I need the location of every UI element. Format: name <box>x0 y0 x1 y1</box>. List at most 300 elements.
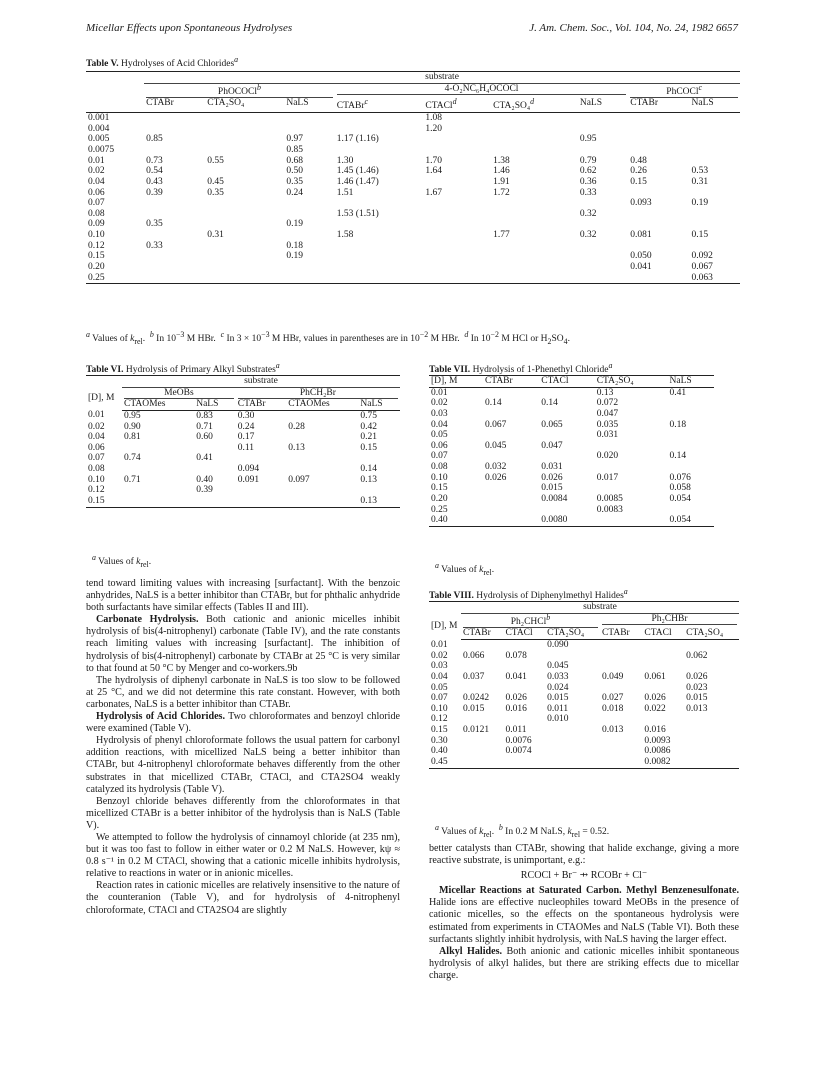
table-cell <box>628 188 689 199</box>
table-6-row-header: [D], M <box>88 393 115 404</box>
table-cell: 0.035 <box>596 419 619 430</box>
table-cell <box>668 462 715 473</box>
table-6 <box>86 375 400 508</box>
row-label-cell: 0.15 <box>431 725 448 736</box>
row-label-cell: 0.02 <box>431 650 448 661</box>
table-row <box>86 262 740 273</box>
table-cell: 0.13 <box>596 387 614 398</box>
table-cell <box>423 145 491 156</box>
table-row <box>429 736 739 747</box>
table-cell <box>578 273 628 284</box>
table-cell: 0.066 <box>463 650 485 661</box>
row-label-cell: 0.01 <box>88 155 105 166</box>
row-label-cell: 0.08 <box>88 208 105 219</box>
table-row <box>86 496 400 507</box>
table-cell: 0.31 <box>207 230 224 241</box>
table-cell: 1.08 <box>425 113 442 124</box>
table-cell: 1.53 (1.51) <box>336 208 379 219</box>
table-row <box>429 757 739 768</box>
table-row <box>86 156 740 167</box>
column-header: CTA₂SO₄ <box>205 98 284 112</box>
row-label-cell: 0.06 <box>431 440 448 451</box>
table-cell <box>461 736 503 747</box>
table-cell: 0.054 <box>669 493 691 504</box>
table-cell: 0.15 <box>630 176 647 187</box>
table-cell: 0.95 <box>124 410 141 421</box>
table-cell <box>690 219 741 230</box>
table-cell: 0.081 <box>630 230 652 241</box>
table-cell <box>205 134 284 145</box>
table-cell <box>578 241 628 252</box>
table-cell: 0.71 <box>196 421 213 432</box>
table-row <box>429 451 714 462</box>
row-label-cell: 0.45 <box>429 757 461 768</box>
table-cell: 0.73 <box>146 155 163 166</box>
row-label-cell: 0.05 <box>431 430 448 441</box>
row-label-cell: 0.03 <box>431 408 448 419</box>
table-cell: 0.74 <box>124 453 141 464</box>
paragraph: tend toward limiting values with increasing [surfactant]. With the benzoic anhydrides, NaLS is a better inhibitor than CTABr, but for phthalic anhydride both surfactants have similar effects (Tables II and III). <box>86 578 400 614</box>
table-cell <box>483 409 539 420</box>
table-row <box>429 430 714 441</box>
table-cell: 0.95 <box>579 134 597 145</box>
table-row <box>429 661 739 672</box>
table-cell: 0.0085 <box>596 493 623 504</box>
row-label-cell: 0.02 <box>88 166 105 177</box>
table-cell <box>335 113 424 124</box>
table-cell <box>578 251 628 262</box>
table-cell <box>144 251 205 262</box>
column-header: CTABr <box>628 98 689 112</box>
table-cell <box>503 714 545 725</box>
column-header: CTA₂SO₄ <box>545 628 600 639</box>
table-row <box>429 420 714 431</box>
row-label-cell: 0.15 <box>86 496 122 507</box>
table-row <box>86 113 740 124</box>
table-cell: 0.090 <box>547 640 569 651</box>
table-row <box>429 683 739 694</box>
table-cell <box>578 219 628 230</box>
table-row <box>86 273 740 284</box>
table-8-row-header: [D], M <box>431 621 458 632</box>
table-cell: 0.97 <box>286 134 303 145</box>
row-label-cell: 0.001 <box>88 113 110 124</box>
column-header: NaLS <box>668 376 715 388</box>
table-cell <box>284 198 334 209</box>
table-5-caption: Table V. Hydrolyses of Acid Chlorides$^a$ <box>86 55 239 70</box>
table-cell: 0.062 <box>686 650 708 661</box>
table-5-sub-phococl: PhOCOCl$^b$ <box>146 84 333 99</box>
table-cell <box>491 113 578 124</box>
table-cell: 0.047 <box>541 440 563 451</box>
row-label-cell: 0.06 <box>88 442 105 453</box>
table-cell: 0.14 <box>541 398 558 409</box>
table-6-footnote: $^a$ Values of $k_{rel}$. <box>92 553 152 570</box>
table-cell: 0.032 <box>484 462 507 472</box>
table-cell <box>286 410 358 421</box>
table-cell <box>335 145 424 156</box>
table-cell: 0.037 <box>463 671 485 682</box>
table-cell: 0.076 <box>669 472 691 483</box>
table-cell: 0.85 <box>146 134 163 145</box>
table-cell <box>144 209 205 220</box>
table-row <box>86 209 740 220</box>
table-cell: 0.041 <box>630 261 652 272</box>
table-cell: 0.058 <box>669 483 691 494</box>
row-label-cell: 0.07 <box>431 451 448 462</box>
table-cell <box>690 188 741 199</box>
table-cell <box>461 683 503 694</box>
table-cell <box>423 219 491 230</box>
table-cell <box>236 485 286 496</box>
table-cell: 0.026 <box>484 472 507 483</box>
table-cell <box>690 134 741 145</box>
row-label-cell: 0.08 <box>431 462 448 472</box>
table-cell: 0.48 <box>630 155 647 166</box>
table-row <box>86 177 740 188</box>
table-cell: 0.35 <box>207 187 224 198</box>
row-label-cell: 0.04 <box>431 671 448 682</box>
table-cell: 1.20 <box>425 123 442 134</box>
table-cell <box>600 683 642 694</box>
table-cell: 0.14 <box>484 398 502 409</box>
table-row <box>429 398 714 409</box>
table-cell <box>668 409 715 420</box>
table-row <box>86 422 400 433</box>
row-label-cell: 0.04 <box>88 176 105 187</box>
table-cell: 0.17 <box>237 432 255 443</box>
table-row <box>429 693 739 704</box>
table-cell <box>205 209 284 220</box>
table-cell <box>205 198 284 209</box>
table-row <box>429 409 714 420</box>
table-cell: 0.092 <box>691 251 713 262</box>
table-row <box>429 714 739 725</box>
table-cell: 0.018 <box>601 703 624 714</box>
table-cell: 0.063 <box>690 273 741 284</box>
table-cell <box>483 451 539 462</box>
table-row <box>429 441 714 452</box>
table-cell <box>578 145 628 156</box>
left-text-column <box>86 578 400 917</box>
table-5-sub-nitro: 4-O₂NC₆H₄OCOCl <box>337 84 627 96</box>
table-cell <box>423 134 491 145</box>
table-cell <box>491 209 578 220</box>
table-row <box>429 387 714 398</box>
column-header: NaLS <box>284 98 334 112</box>
table-row <box>86 251 740 262</box>
row-label-cell: 0.10 <box>431 472 448 483</box>
row-label-cell: 0.20 <box>431 493 448 504</box>
table-cell: 0.68 <box>286 155 303 166</box>
table-cell <box>503 640 545 651</box>
table-cell: 0.35 <box>146 219 163 230</box>
row-label-cell: 0.10 <box>431 703 448 714</box>
table-cell: 0.43 <box>146 176 163 187</box>
table-cell <box>503 661 545 672</box>
paragraph: Hydrolysis of Acid Chlorides. Two chloroformates and benzoyl chloride were examined (Table V). <box>86 711 400 735</box>
table-cell <box>668 505 715 516</box>
table-row <box>86 432 400 443</box>
table-cell: 1.30 <box>336 155 354 166</box>
table-cell: 0.15 <box>360 442 378 453</box>
table-8 <box>429 601 739 769</box>
row-label-cell: 0.20 <box>88 261 105 272</box>
table-cell <box>335 251 424 262</box>
row-label-cell: 0.25 <box>86 273 144 284</box>
table-cell: 0.32 <box>579 208 597 219</box>
row-label-cell: 0.12 <box>431 714 448 725</box>
table-cell <box>205 124 284 135</box>
row-label-cell: 0.04 <box>431 419 448 430</box>
table-cell: 0.022 <box>644 703 666 714</box>
table-cell <box>335 262 424 273</box>
table-cell <box>491 241 578 252</box>
table-cell <box>491 219 578 230</box>
table-cell <box>144 124 205 135</box>
table-cell <box>600 757 642 768</box>
table-cell: 0.50 <box>286 166 303 177</box>
table-7-footnote: $^a$ Values of $k_{rel}$. <box>435 561 495 578</box>
table-cell <box>423 198 491 209</box>
table-cell <box>595 462 668 473</box>
table-cell: 0.016 <box>505 703 527 714</box>
table-cell <box>284 113 334 124</box>
table-cell: 0.14 <box>669 451 687 462</box>
table-cell: 0.40 <box>196 474 213 485</box>
table-cell <box>491 273 578 284</box>
table-cell <box>286 485 358 496</box>
table-cell <box>491 134 578 145</box>
table-cell <box>483 483 539 494</box>
table-cell <box>194 464 236 475</box>
table-cell: 0.62 <box>579 166 597 177</box>
table-cell: 0.18 <box>669 419 687 430</box>
table-row <box>86 219 740 230</box>
table-8-sub-ph2chcl: Ph₂CHCl$^b$ <box>463 614 598 629</box>
table-cell <box>461 757 503 768</box>
paragraph: Micellar Reactions at Saturated Carbon. Methyl Benzenesulfonate. Halide ions are effective nucleophiles toward MeOBs in the presence of cationic micelles, so the effects on the spontaneous hydrolysis were estimated from experiments in CTAOMes and NaLS (Table VI). Both these surfactants slightly inhibit hydrolysis, with NaLS having the larger effect. <box>429 885 739 945</box>
table-cell <box>286 432 358 443</box>
table-cell: 0.072 <box>596 398 619 409</box>
table-cell <box>461 746 503 757</box>
table-cell <box>684 640 739 651</box>
table-cell <box>539 451 594 462</box>
table-cell: 0.24 <box>237 421 255 432</box>
table-row <box>86 145 740 156</box>
table-cell <box>483 494 539 505</box>
table-cell: 0.013 <box>601 725 624 736</box>
table-cell <box>286 496 358 507</box>
table-cell: 0.13 <box>288 442 305 453</box>
row-label-cell: 0.01 <box>431 639 448 650</box>
row-label-cell: 0.04 <box>88 432 105 443</box>
paragraph: Benzoyl chloride behaves differently from the chloroformates in that micellized CTABr is a better inhibitor of the hydrolysis than is NaLS (Table V). <box>86 795 400 831</box>
table-cell: 0.11 <box>237 442 255 453</box>
table-cell <box>423 262 491 273</box>
table-cell: 0.14 <box>360 464 378 474</box>
table-cell <box>690 209 741 220</box>
table-cell: 0.71 <box>124 474 141 485</box>
table-row <box>86 410 400 421</box>
table-row <box>429 651 739 662</box>
table-cell: 0.42 <box>360 421 378 432</box>
table-cell: 0.047 <box>596 408 619 419</box>
column-header: NaLS <box>194 399 236 410</box>
table-cell <box>205 273 284 284</box>
right-text-column <box>429 843 739 982</box>
column-header: CTA₂SO₄ <box>684 628 739 639</box>
table-cell <box>286 464 358 475</box>
table-cell <box>194 496 236 507</box>
column-header: CTABr <box>236 399 286 410</box>
table-cell <box>423 241 491 252</box>
table-cell: 1.64 <box>425 166 442 177</box>
table-cell <box>503 683 545 694</box>
table-row <box>86 166 740 177</box>
row-label-cell: 0.06 <box>88 187 105 198</box>
column-header: CTA₂SO₄$^d$ <box>491 98 578 112</box>
table-cell: 1.51 <box>336 187 354 198</box>
table-row <box>429 672 739 683</box>
table-cell <box>483 387 539 398</box>
column-header: NaLS <box>358 399 400 410</box>
table-cell <box>628 273 689 284</box>
table-cell: 0.020 <box>596 451 619 462</box>
table-cell <box>122 496 194 507</box>
row-label-cell: 0.03 <box>431 661 448 672</box>
table-8-sub-ph2chbr: Ph₂CHBr <box>602 614 737 626</box>
table-cell <box>628 219 689 230</box>
table-cell: 0.061 <box>644 671 666 682</box>
column-header: CTACl <box>642 628 684 639</box>
table-cell: 0.031 <box>541 462 563 472</box>
equation: RCOCl + Br⁻ ⇸ RCOBr + Cl⁻ <box>520 870 648 882</box>
table-6-group-header: substrate <box>122 376 400 388</box>
table-row <box>86 485 400 496</box>
table-cell <box>491 124 578 135</box>
table-cell <box>690 113 741 124</box>
table-cell: 0.016 <box>644 725 666 736</box>
table-cell <box>595 515 668 526</box>
table-cell <box>144 273 205 284</box>
table-cell: 0.026 <box>505 693 527 704</box>
row-label-cell: 0.07 <box>88 198 105 209</box>
table-cell: 0.33 <box>579 187 597 198</box>
table-cell <box>642 651 684 662</box>
table-cell <box>642 640 684 651</box>
table-cell <box>539 387 594 398</box>
table-cell: 0.041 <box>505 671 527 682</box>
table-cell <box>423 230 491 241</box>
table-cell <box>335 241 424 252</box>
table-cell: 1.77 <box>493 230 510 241</box>
table-cell <box>545 746 600 757</box>
table-cell: 1.67 <box>425 187 442 198</box>
table-row <box>86 464 400 475</box>
table-cell <box>491 251 578 262</box>
table-row <box>429 725 739 736</box>
column-header: NaLS <box>578 98 628 112</box>
table-cell: 0.83 <box>196 410 213 421</box>
table-cell <box>205 251 284 262</box>
table-cell: 0.027 <box>601 693 624 704</box>
table-cell <box>144 145 205 156</box>
row-label-cell: 0.07 <box>88 453 105 464</box>
table-cell: 0.015 <box>541 483 563 494</box>
table-cell: 1.58 <box>336 230 354 241</box>
table-cell <box>690 145 741 156</box>
row-label-cell: 0.40 <box>431 746 448 757</box>
table-cell <box>600 651 642 662</box>
table-cell: 0.19 <box>286 219 303 230</box>
table-cell: 0.90 <box>124 421 141 432</box>
table-cell <box>236 496 286 507</box>
table-cell <box>483 515 539 526</box>
column-header: CTABr <box>483 376 539 388</box>
column-header: CTABr <box>600 628 642 639</box>
table-row <box>86 188 740 199</box>
table-6-caption: Table VI. Hydrolysis of Primary Alkyl Substrates$^a$ <box>86 361 280 376</box>
table-cell <box>236 453 286 464</box>
table-cell <box>205 262 284 273</box>
column-header: CTABr$^c$ <box>335 98 424 112</box>
table-cell: 0.050 <box>630 251 652 262</box>
row-label-cell: 0.25 <box>431 504 448 515</box>
table-cell <box>628 209 689 220</box>
table-cell: 0.26 <box>630 166 647 177</box>
table-cell: 0.79 <box>579 155 597 166</box>
table-cell: 1.45 (1.46) <box>336 166 379 177</box>
column-header: CTACl$^d$ <box>423 98 491 112</box>
table-cell: 0.35 <box>286 176 303 187</box>
row-label-cell: 0.02 <box>88 421 105 432</box>
table-cell <box>578 124 628 135</box>
row-label-cell: 0.01 <box>431 387 448 398</box>
row-label-cell: 0.005 <box>88 134 110 145</box>
table-cell <box>600 714 642 725</box>
table-cell <box>423 273 491 284</box>
table-cell: 0.097 <box>288 474 310 485</box>
table-cell: 0.55 <box>207 155 224 166</box>
table-cell: 0.026 <box>686 671 708 682</box>
paragraph: We attempted to follow the hydrolysis of cinnamoyl chloride (at 235 nm), but it was too fast to follow in either water or 0.2 M NaLS. However, kψ ≈ 0.8 s⁻¹ in 0.2 M CTACl, showing that a cationic micelle inhibits hydrolysis, relative to reactions in water or in anionic micelles. <box>86 831 400 880</box>
table-cell: 0.60 <box>196 432 213 443</box>
table-cell <box>205 113 284 124</box>
column-header: [D], M <box>429 376 483 388</box>
row-label-cell: 0.09 <box>88 219 105 230</box>
table-cell: 0.091 <box>237 474 260 485</box>
table-8-group-header: substrate <box>461 602 739 614</box>
table-cell: 0.0083 <box>596 504 623 515</box>
table-cell: 0.0093 <box>644 735 671 746</box>
row-label-cell: 0.05 <box>431 682 448 693</box>
table-cell <box>144 230 205 241</box>
column-header: CTABr <box>461 628 503 639</box>
table-cell: 0.41 <box>196 453 213 464</box>
row-label-cell: 0.10 <box>88 230 105 241</box>
table-cell: 0.0086 <box>644 746 671 757</box>
table-cell: 0.39 <box>146 187 163 198</box>
column-header: CTAOMes <box>122 399 194 410</box>
table-cell <box>491 262 578 273</box>
table-cell: 0.011 <box>547 703 569 714</box>
table-cell: 0.39 <box>196 485 213 496</box>
table-row <box>429 515 714 526</box>
table-corner-cell <box>86 98 144 112</box>
table-row <box>429 494 714 505</box>
table-cell <box>684 757 739 768</box>
